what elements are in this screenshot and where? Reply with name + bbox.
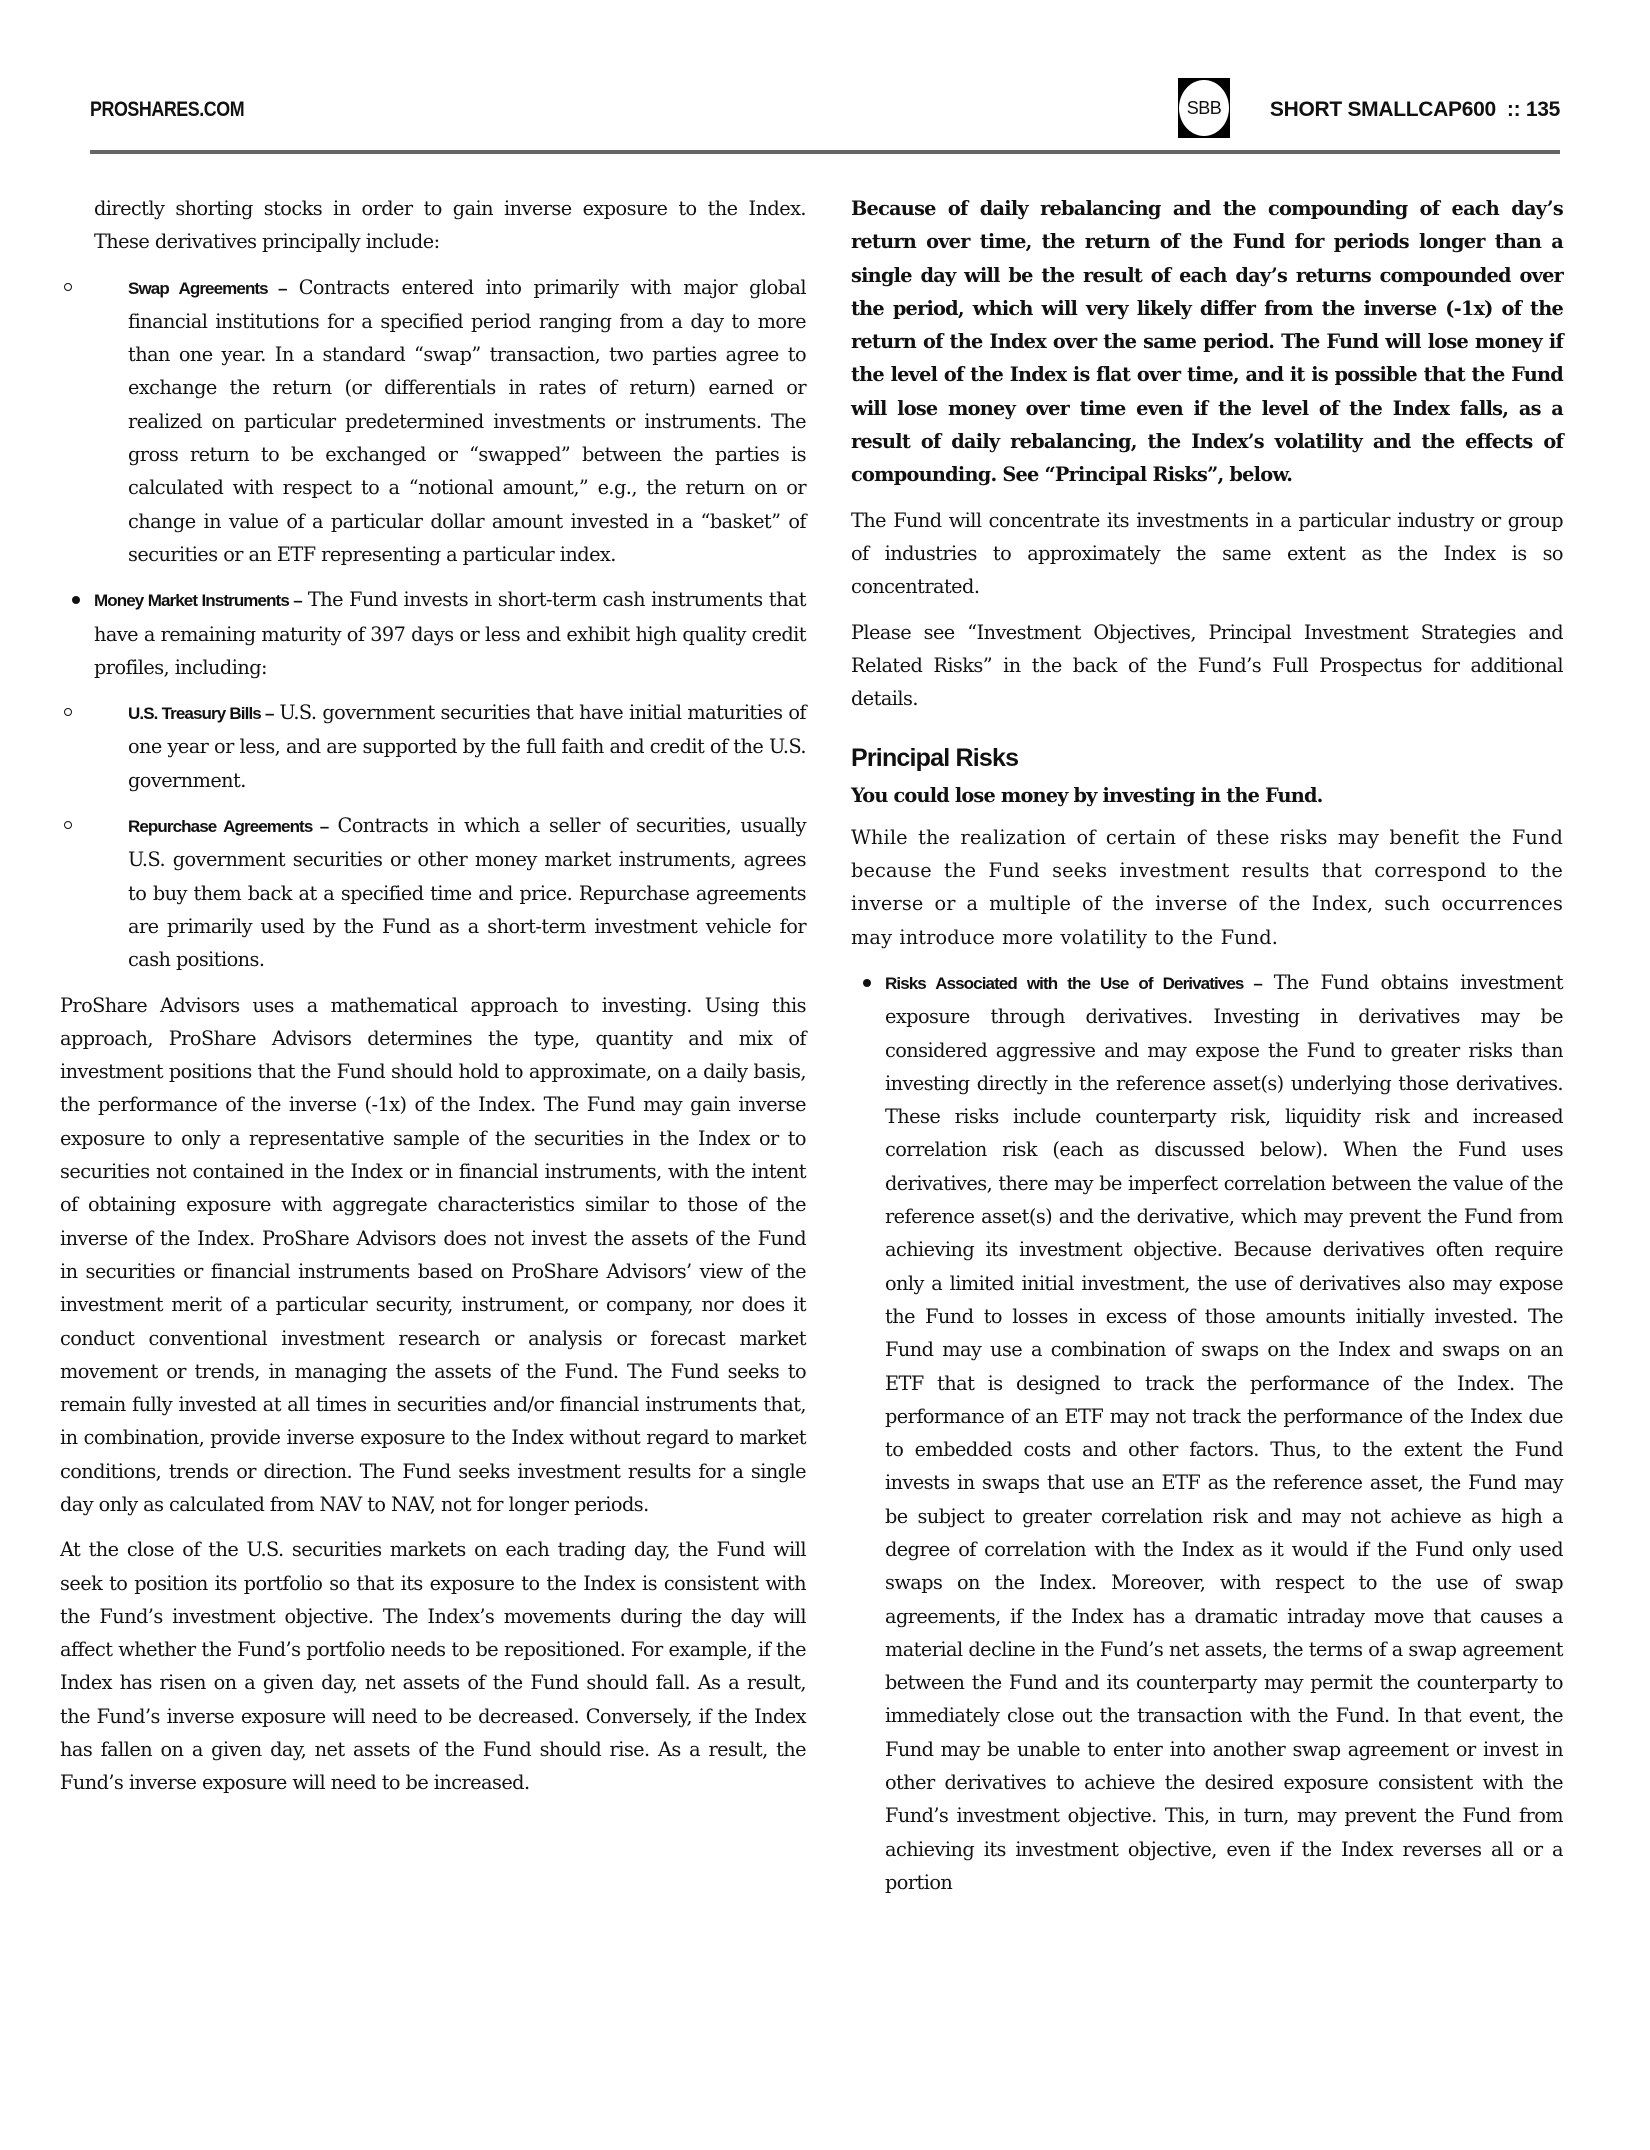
derivatives-list [94,271,806,572]
circle-bullet-icon [64,821,72,829]
instruments-list [60,583,806,976]
derivatives-intro: directly shorting stocks in order to gain inverse exposure to the Index. These derivatives principally include: [94,197,806,254]
concentration-paragraph: The Fund will concentrate its investments in a particular industry or group of industries to approximately the same extent as the Index is so concentrated. [851,508,1563,599]
approach-paragraph: ProShare Advisors uses a mathematical approach to investing. Using this approach, ProShare Advisors determines the type, quantity and mix of investment positions that the Fund should hold to approximate, on a daily basis, the performance of the inverse (-1x) of the Index. The Fund may gain inverse exposure to only a representative sample of the securities in the Index or to securities not contained in the Index or in financial instruments, with the intent of obtaining exposure with aggregate characteristics similar to those of the inverse of the Index. ProShare Advisors does not invest the assets of the Fund in securities or financial instruments based on ProShare Advisors’ view of the investment merit of a particular security, instrument, or company, nor does it conduct conventional investment research or analysis or forecast market movement or trends, in managing the assets of the Fund. The Fund seeks to remain fully invested at all times in securities and/or financial instruments that, in combination, provide inverse exposure to the Index without regard to market conditions, trends or direction. The Fund seeks investment results for a single day only as calculated from NAV to NAV, not for longer periods. [60,993,806,1516]
title-separator: :: [1506,98,1521,121]
item-text: The Fund invests in short-term cash instruments that have a remaining maturity of 397 days or less and exhibit high quality credit profiles, including: [94,588,806,679]
ticker-badge-label: SBB [1179,80,1229,136]
right-column [851,192,1563,1911]
prospectus-reference: Please see “Investment Objectives, Principal Investment Strategies and Related Risks” in the back of the Fund’s Full Prospectus for additional details. [851,620,1563,711]
money-market-sublist [94,696,806,976]
page-number: 135 [1525,98,1560,121]
item-label: Money Market Instruments – [94,591,302,611]
site-name: PROSHARES.COM [90,98,245,121]
risks-list [851,966,1563,1899]
fund-page-title [1270,98,1560,122]
fund-title: SHORT SMALLCAP600 [1269,98,1496,121]
ticker-badge [1178,78,1230,138]
left-column [60,192,806,1812]
bullet-dot-icon [863,979,871,987]
item-label: Risks Associated with the Use of Derivatives – [885,973,1262,993]
bullet-dot-icon [72,596,80,604]
list-item-derivatives-risk [885,966,1563,1899]
market-close-paragraph: At the close of the U.S. securities markets on each trading day, the Fund will seek to position its portfolio so that its exposure to the Index is consistent with the Fund’s investment objective. The Index’s movements during the day will affect whether the Fund’s portfolio needs to be repositioned. For example, if the Index has risen on a given day, net assets of the Fund should fall. As a result, the Fund’s inverse exposure will need to be decreased. Conversely, if the Index has fallen on a given day, net assets of the Fund should rise. As a result, the Fund’s inverse exposure will need to be increased. [60,1538,806,1795]
item-label: Repurchase Agreements – [128,817,329,837]
principal-risks-heading: Principal Risks [851,744,1019,773]
item-text: Contracts in which a seller of securities, usually U.S. government securities or other money market instruments, agrees to buy them back at a specified time and price. Repurchase agreements are primarily used by the Fund as a short-term investment vehicle for cash positions. [128,814,806,972]
realization-paragraph: While the realization of certain of these risks may benefit the Fund because the Fund seeks investment results that correspond to the inverse or a multiple of the inverse of the Index, such occurrences may introduce more volatility to the Fund. [851,825,1563,949]
circle-bullet-icon [64,708,72,716]
item-text: Contracts entered into primarily with major global financial institutions for a specified period ranging from a day to more than one year. In a standard “swap” transaction, two parties agree to exchange the return (or differentials in rates of return) earned or realized on particular predetermined investments or instruments. The gross return to be exchanged or “swapped” between the parties is calculated with respect to a “notional amount,” e.g., the return on or change in value of a particular dollar amount invested in a “basket” of securities or an ETF representing a particular index. [128,275,806,566]
item-text: U.S. government securities that have initial maturities of one year or less, and are supported by the full faith and credit of the U.S. government. [128,701,806,792]
compounding-warning: Because of daily rebalancing and the compounding of each day’s return over time, the return of the Fund for periods longer than a single day will be the result of each day’s returns compounded over the period, which will very likely differ from the inverse (-1x) of the return of the Index over the same period. The Fund will lose money if the level of the Index is flat over time, and it is possible that the Fund will lose money over time even if the level of the Index falls, as a result of daily rebalancing, the Index’s volatility and the effects of compounding. See “Principal Risks”, below. [851,197,1563,487]
list-item-swap-agreements [94,271,806,572]
item-label: U.S. Treasury Bills – [128,704,274,724]
list-item-repurchase-agreements [94,809,806,976]
list-item-money-market [94,583,806,976]
header-divider [90,150,1560,154]
circle-bullet-icon [64,283,72,291]
page-header [90,78,1560,148]
item-text: The Fund obtains investment exposure through derivatives. Investing in derivatives may be considered aggressive and may expose the Fund to greater risks than investing directly in the reference asset(s) underlying those derivatives. These risks include counterparty risk, liquidity risk and increased correlation risk (each as discussed below). When the Fund uses derivatives, there may be imperfect correlation between the value of the reference asset(s) and the derivative, which may prevent the Fund from achieving its investment objective. Because derivatives often require only a limited initial investment, the use of derivatives also may expose the Fund to losses in excess of those amounts initially invested. The Fund may use a combination of swaps on the Index and swaps on an ETF that is designed to track the performance of the Index. The performance of an ETF may not track the performance of the Index due to embedded costs and other factors. Thus, to the extent the Fund invests in swaps that use an ETF as the reference asset, the Fund may be subject to greater correlation risk and may not achieve as high a degree of correlation with the Index as it would if the Fund only used swaps on the Index. Moreover, with respect to the use of swap agreements, if the Index has a dramatic intraday move that causes a material decline in the Fund’s net assets, the terms of a swap agreement between the Fund and its counterparty may permit the counterparty to immediately close out the transaction with the Fund. In that event, the Fund may be unable to enter into another swap agreement or invest in other derivatives to achieve the desired exposure consistent with the Fund’s investment objective. This, in turn, may prevent the Fund from achieving its investment objective, even if the Index reverses all or a portion [885,970,1563,1894]
lose-money-subheading: You could lose money by investing in the Fund. [851,784,1323,808]
derivatives-list-block [94,192,806,571]
item-label: Swap Agreements – [128,278,287,298]
list-item-treasury-bills [94,696,806,797]
